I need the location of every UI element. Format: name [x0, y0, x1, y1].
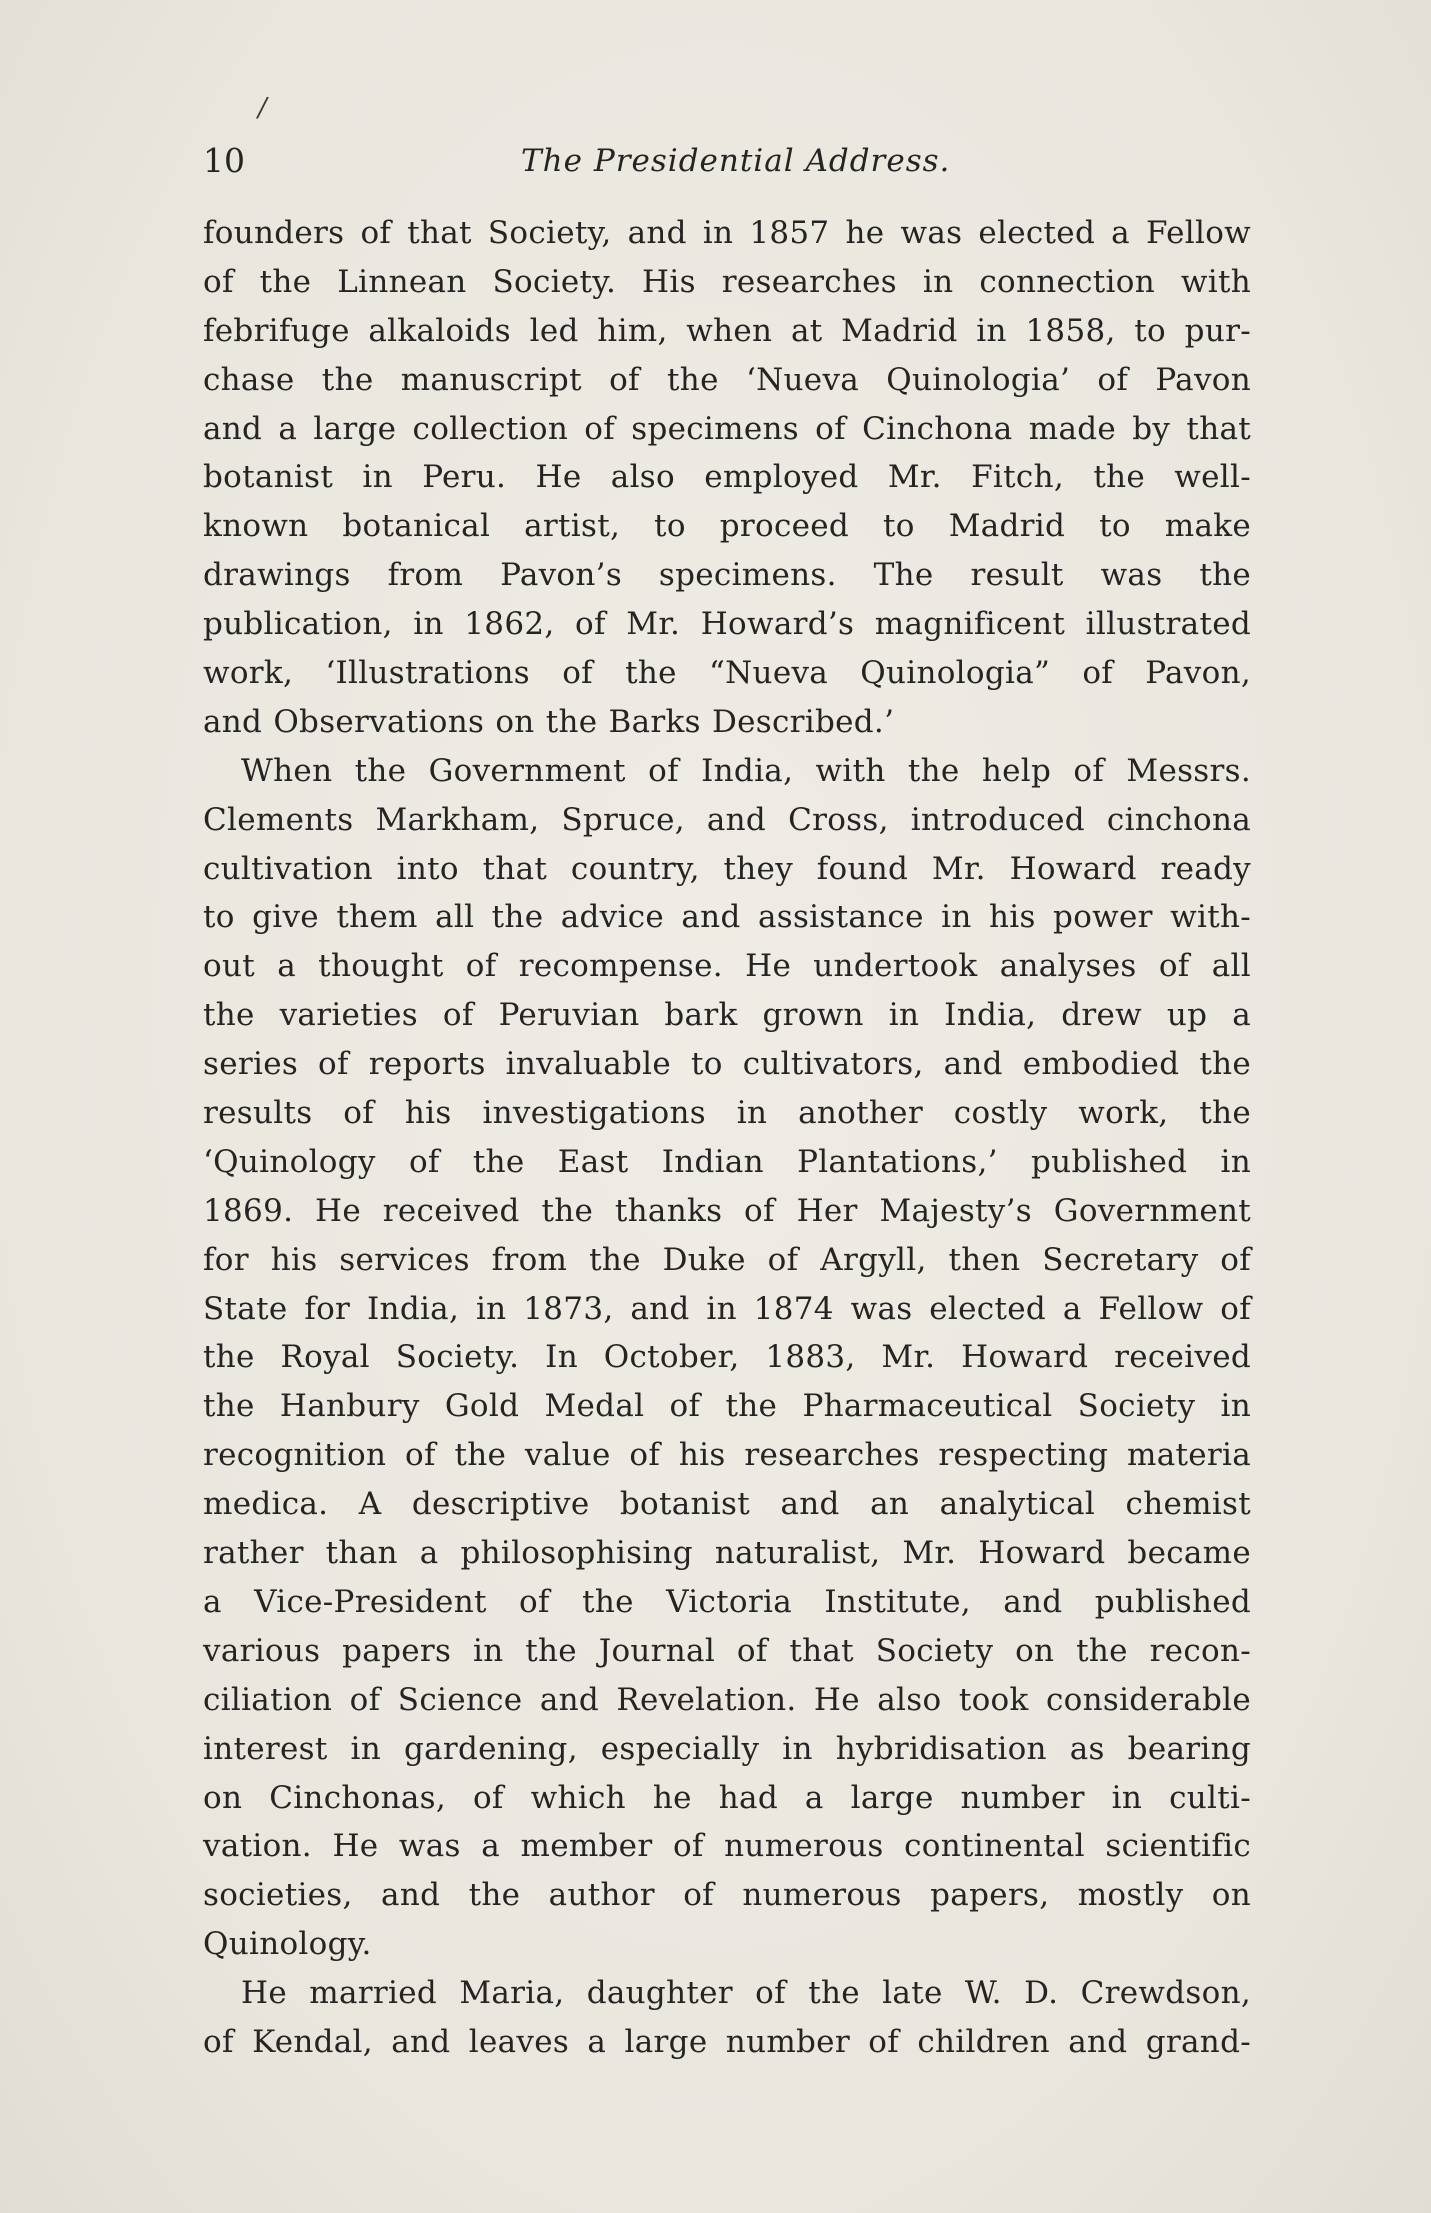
text-line: He married Maria, daughter of the late W. D. Crewdson, — [241, 1975, 1251, 2012]
text-line: the Hanbury Gold Medal of the Pharmaceutical Society in — [203, 1388, 1251, 1425]
text-line: 1869. He received the thanks of Her Majesty’s Government — [203, 1192, 1251, 1229]
text-line: known botanical artist, to proceed to Madrid to make — [203, 508, 1251, 545]
text-line: various papers in the Journal of that Society on the recon- — [203, 1632, 1251, 1669]
text-line: cultivation into that country, they found Mr. Howard ready — [203, 850, 1251, 887]
running-head — [203, 136, 1251, 186]
text-line: a Vice-President of the Victoria Institute, and published — [203, 1583, 1251, 1620]
pencil-mark: / — [258, 93, 267, 123]
text-line: societies, and the author of numerous papers, mostly on — [203, 1877, 1251, 1914]
text-line: ‘Quinology of the East Indian Plantations,’ published in — [203, 1143, 1251, 1180]
text-line: drawings from Pavon’s specimens. The result was the — [203, 557, 1251, 594]
text-line: rather than a philosophising naturalist, Mr. Howard became — [203, 1535, 1251, 1572]
text-line: chase the manuscript of the ‘Nueva Quinologia’ of Pavon — [203, 361, 1251, 398]
text-line: of the Linnean Society. His researches in connection with — [203, 263, 1251, 300]
text-line: series of reports invaluable to cultivators, and embodied the — [203, 1046, 1251, 1083]
text-line: founders of that Society, and in 1857 he was elected a Fellow — [203, 215, 1251, 251]
text-line: results of his investigations in another costly work, the — [203, 1095, 1251, 1132]
text-line: recognition of the value of his researches respecting materia — [203, 1437, 1251, 1474]
text-line: and Observations on the Barks Described.’ — [203, 703, 895, 740]
text-line: ciliation of Science and Revelation. He also took considerable — [203, 1681, 1251, 1718]
text-line: Quinology. — [203, 1926, 372, 1963]
text-line: the Royal Society. In October, 1883, Mr. Howard received — [203, 1339, 1251, 1376]
text-line: the varieties of Peruvian bark grown in India, drew up a — [203, 997, 1251, 1034]
text-line: When the Government of India, with the help of Messrs. — [241, 752, 1251, 789]
text-line: of Kendal, and leaves a large number of children and grand- — [203, 2023, 1251, 2060]
body-text — [203, 209, 1251, 2067]
text-line: Clements Markham, Spruce, and Cross, introduced cinchona — [203, 801, 1251, 838]
text-line: botanist in Peru. He also employed Mr. Fitch, the well- — [203, 459, 1251, 496]
text-line: vation. He was a member of numerous continental scientific — [203, 1828, 1251, 1865]
text-line: on Cinchonas, of which he had a large number in culti- — [203, 1779, 1251, 1816]
text-line: febrifuge alkaloids led him, when at Madrid in 1858, to pur- — [203, 312, 1251, 349]
text-line: and a large collection of specimens of Cinchona made by that — [203, 410, 1251, 447]
text-line: to give them all the advice and assistance in his power with- — [203, 899, 1251, 936]
text-line: out a thought of recompense. He undertook analyses of all — [203, 948, 1251, 985]
text-line: for his services from the Duke of Argyll, then Secretary of — [203, 1241, 1251, 1278]
page-number: 10 — [203, 141, 245, 180]
text-line: interest in gardening, especially in hybridisation as bearing — [203, 1730, 1251, 1767]
text-line: publication, in 1862, of Mr. Howard’s magnificent illustrated — [203, 606, 1251, 643]
text-line: State for India, in 1873, and in 1874 was elected a Fellow of — [203, 1290, 1251, 1327]
running-title: The Presidential Address. — [521, 143, 951, 179]
text-line: medica. A descriptive botanist and an analytical chemist — [203, 1486, 1251, 1523]
text-line: work, ‘Illustrations of the “Nueva Quinologia” of Pavon, — [203, 655, 1251, 692]
